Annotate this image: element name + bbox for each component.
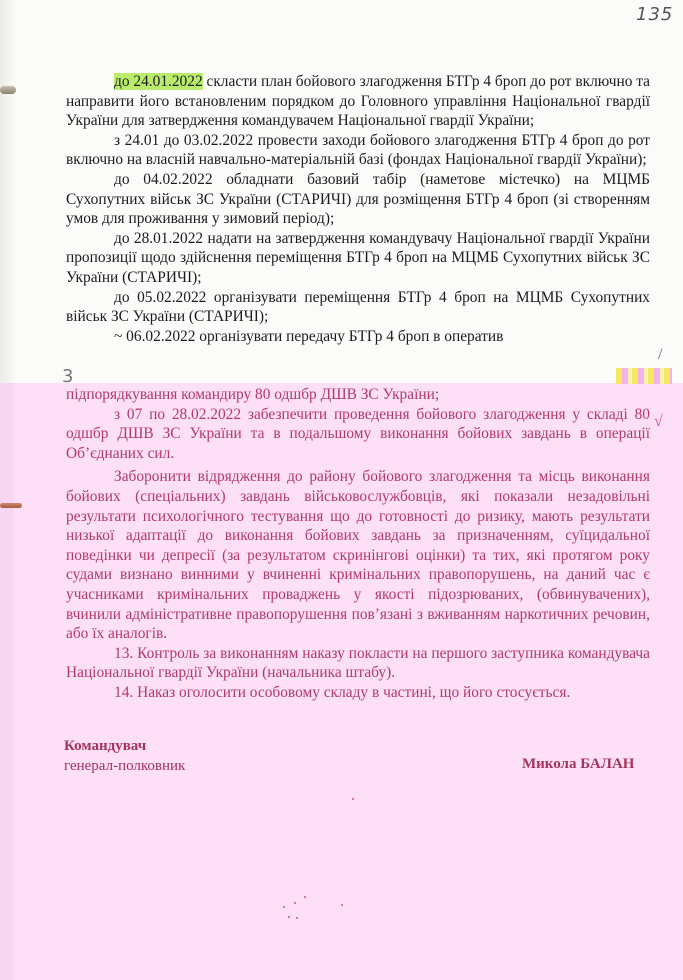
binder-clip-icon (0, 503, 22, 508)
paragraph-1: до 24.01.2022 скласти план бойового злагодження БТГр 4 броп до рот включно та направити його встановленим порядком до Головного управління Національної гвардії України для затвердження командувачем Національної гвардії України; (66, 73, 650, 130)
scan-speck (352, 798, 354, 800)
highlighted-date: до 24.01.2022 (114, 73, 203, 90)
signature-title (64, 736, 185, 776)
signature-rank: генерал-полковник (64, 758, 186, 774)
paragraph-2: з 24.01 до 03.02.2022 провести заходи бойового злагодження БТГр 4 броп до рот включно на власній навчально-матеріальній базі (фондах Національної гвардії України); (66, 131, 650, 169)
paragraph-6: ~ 06.02.2022 організувати передачу БТГр 4 броп в оператив (114, 327, 504, 345)
paragraph-13: 13. Контроль за виконанням наказу покласти на першого заступника командувача Національної гвардії України (начальника штабу). (66, 644, 650, 682)
handwritten-page-number: 135 (636, 4, 674, 25)
page-edge-shadow-overlay (0, 383, 14, 980)
scan-speck (304, 896, 306, 898)
checkmark-icon: √ (654, 413, 663, 430)
scan-speck (288, 916, 290, 918)
handwritten-mark: 3 (62, 366, 74, 387)
binder-ring-icon (0, 86, 16, 94)
page-edge-shadow (0, 0, 14, 383)
paragraph-4: до 28.01.2022 надати на затвердження командувачу Національної гвардії України пропозиції щодо здійснення переміщення БТГр 4 броп на МЦМБ Сухопутних військ ЗС України (СТАРИЧІ); (66, 229, 650, 286)
signature-name: Микола БАЛАН (522, 756, 635, 772)
signature-position: Командувач (64, 738, 147, 754)
paragraph-14: 14. Наказ оголосити особовому складу в частині, що його стосується. (114, 683, 571, 701)
scan-speck (294, 902, 296, 904)
paragraph-7: підпорядкування командиру 80 одшбр ДШВ ЗС України; (66, 386, 440, 403)
image-noise-artifact (616, 368, 672, 384)
pen-slash-icon: / (658, 346, 663, 363)
bottom-text-block (66, 385, 650, 703)
scan-speck (296, 917, 298, 919)
top-text-block (66, 72, 650, 346)
paragraph-prohibition: Заборонити відрядження до району бойового злагодження та місць виконання бойових (спеціальних) завдань військовослужбовців, які показали незадовільні результати психологічного тестування що до готовності до ризику, мають результати низької адаптації до виконання бойових завдань за призначенням, суїцидальної поведінки чи депресії (за результатом скринінгові оцінки) та тих, які протягом року судами визнано винними у вчиненні кримінальних правопорушень, на даний час є учасниками кримінальних проваджень у якості підозрюваних, (обвинувачених), вчинили адміністративне правопорушення пов’язані з вживанням наркотичних речовин, або їх аналогів. (66, 468, 650, 643)
paragraph-8: з 07 по 28.02.2022 забезпечити проведення бойового злагодження у складі 80 одшбр ДШВ ЗС України та в подальшому виконання бойових завдань в операції Об’єднаних сил. (66, 405, 650, 462)
scan-speck (341, 904, 343, 906)
paragraph-3: до 04.02.2022 обладнати базовий табір (наметове містечко) на МЦМБ Сухопутних військ ЗС України (СТАРИЧІ) для розміщення БТГр 4 броп (зі створенням умов для проживання у зимовий період); (66, 170, 650, 228)
paragraph-5: до 05.02.2022 організувати переміщення БТГр 4 броп на МЦМБ Сухопутних військ ЗС України (СТАРИЧІ); (66, 288, 650, 326)
scan-speck (283, 906, 285, 908)
